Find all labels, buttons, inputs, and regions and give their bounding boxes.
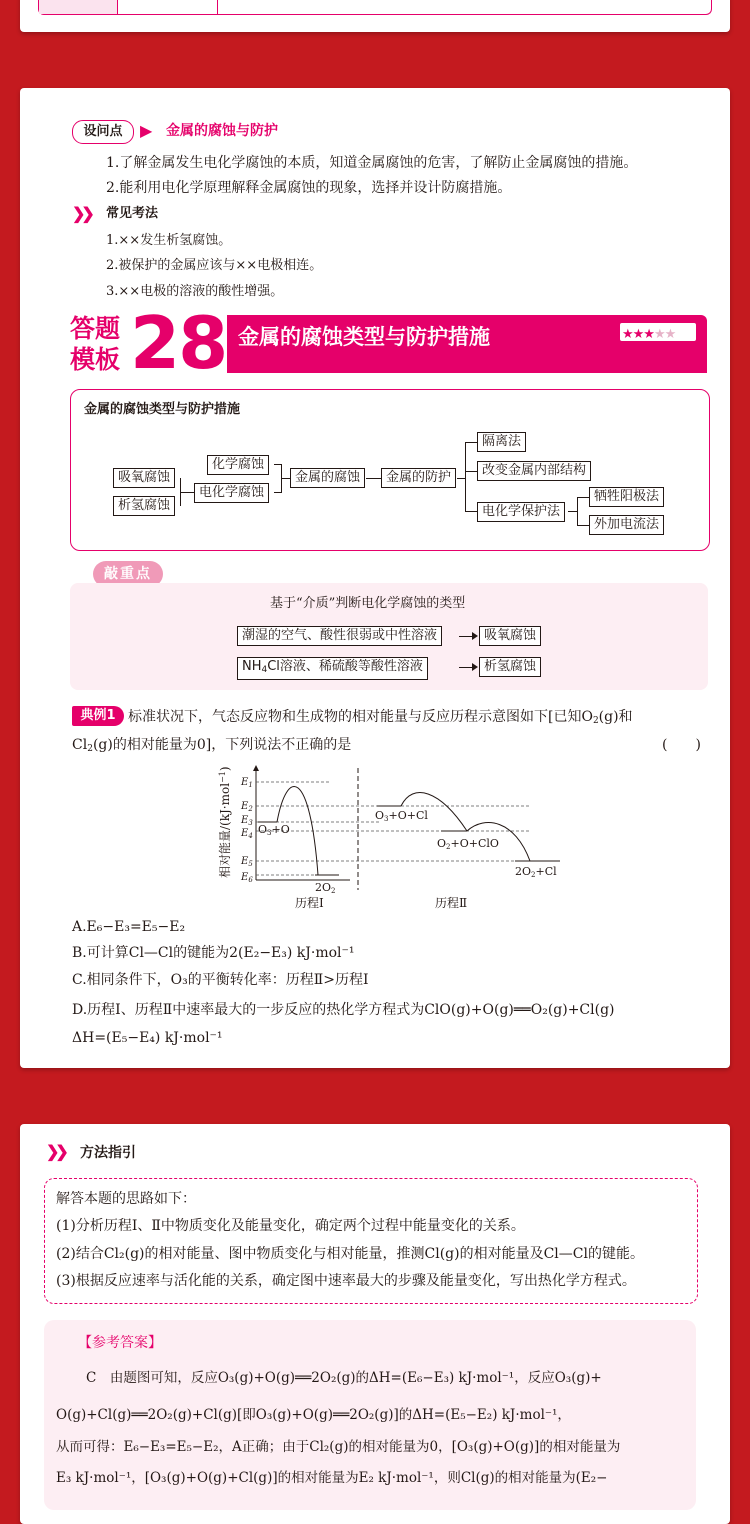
answer-title: 【参考答案】 <box>78 1335 162 1351</box>
common-tests-title: 常见考法 <box>106 206 159 221</box>
node-structure: 改变金属内部结构 <box>477 461 591 481</box>
mindmap-heading: 金属的腐蚀类型与防护措施 <box>84 402 241 417</box>
option-d-line2: ΔH=(E₅−E₄) kJ·mol⁻¹ <box>72 1030 223 1046</box>
svg-text:E1: $E_1$ <box>241 777 253 789</box>
process-2-label: 历程Ⅱ <box>435 896 468 910</box>
key-point-badge: 敲重点 <box>93 561 163 587</box>
method-line-1: (1)分析历程Ⅰ、Ⅱ中物质变化及能量变化，确定两个过程中能量变化的关系。 <box>56 1218 525 1234</box>
svg-text:O3+O+Cl: O3+O+Cl <box>375 809 428 823</box>
process-1-label: 历程Ⅰ <box>295 896 324 910</box>
method-line-3: (3)根据反应速率与活化能的关系，确定图中速率最大的步骤及能量变化，写出热化学方程式。 <box>56 1273 636 1289</box>
node-echem-protect: 电化学保护法 <box>477 502 565 522</box>
node-protection: 金属的防护 <box>381 468 456 488</box>
type-row-1: 吸氧腐蚀 <box>479 626 541 646</box>
svg-text:2O2+Cl: 2O2+Cl <box>515 865 557 879</box>
top-card <box>20 0 730 32</box>
method-line-0: 解答本题的思路如下： <box>56 1191 196 1207</box>
option-a: A.E₆−E₃=E₅−E₂ <box>72 919 186 935</box>
node-corrosion: 金属的腐蚀 <box>290 468 365 488</box>
point-title: 金属的腐蚀与防护 <box>166 123 278 139</box>
common-test-1: 1.××发生析氢腐蚀。 <box>106 233 232 248</box>
template-label-2: 模板 <box>70 345 121 374</box>
medium-row-1: 潮湿的空气、酸性很弱或中性溶液 <box>237 626 442 646</box>
question-point-badge: 设问点 <box>72 120 134 144</box>
template-label-1: 答题 <box>70 314 121 343</box>
key-point-title: 基于“介质”判断电化学腐蚀的类型 <box>270 596 466 611</box>
example-stem-2: $Cl_2(g)$的相对能量为0]，下列说法不正确的是 <box>72 737 352 754</box>
node-current: 外加电流法 <box>589 515 664 535</box>
y-axis-label: 相对能量/(kJ·mol$^{-1}$) <box>218 766 232 878</box>
svg-text:E4: $E_4$ <box>241 828 253 840</box>
svg-text:2O2: 2O2 <box>315 881 336 895</box>
option-d-line1: D.历程Ⅰ、历程Ⅱ中速率最大的一步反应的热化学方程式为ClO(g)+O(g)══O₂(g)+Cl(g) <box>72 1002 615 1018</box>
svg-text:E3: $E_3$ <box>241 815 253 827</box>
star-rating-icon: ★★★★★ <box>622 327 676 342</box>
svg-text:E2: $E_2$ <box>241 801 253 813</box>
node-oxygen: 吸氧腐蚀 <box>113 468 175 488</box>
example-badge: 典例1 <box>72 706 124 726</box>
energy-diagram <box>215 760 575 915</box>
type-row-2: 析氢腐蚀 <box>479 657 541 677</box>
top-card-table <box>38 0 712 15</box>
answer-line-0: C 由题图可知，反应O₃(g)+O(g)══2O₂(g)的ΔH=(E₆−E₃) kJ·mol⁻¹，反应O₃(g)+ <box>86 1370 602 1386</box>
method-line-2: (2)结合Cl₂(g)的相对能量、图中物质变化与相对能量，推测Cl(g)的相对能量及Cl—Cl的键能。 <box>56 1246 644 1262</box>
option-c: C.相同条件下，O₃的平衡转化率：历程Ⅱ>历程Ⅰ <box>72 972 369 988</box>
double-chevron-icon: ❯❯ <box>72 204 91 223</box>
arrow-right-icon: ▶ <box>140 121 153 140</box>
node-electrochemical: 电化学腐蚀 <box>194 483 269 503</box>
template-title: 金属的腐蚀类型与防护措施 <box>238 325 490 349</box>
svg-text:E6: $E_6$ <box>241 872 253 884</box>
svg-text:O3+O: O3+O <box>258 823 290 837</box>
answer-bracket: ( ) <box>662 737 701 753</box>
node-hydrogen: 析氢腐蚀 <box>113 496 175 516</box>
medium-row-2: $NH_4Cl$溶液、稀硫酸等酸性溶液 <box>237 657 428 680</box>
svg-text:E5: $E_5$ <box>241 856 253 868</box>
common-test-2: 2.被保护的金属应该与××电极相连。 <box>106 258 323 273</box>
answer-line-1: O(g)+Cl(g)══2O₂(g)+Cl(g)[即O₃(g)+O(g)══2O₂(g)]的ΔH=(E₅−E₂) kJ·mol⁻¹， <box>56 1407 571 1423</box>
node-isolation: 隔离法 <box>477 432 526 452</box>
example-stem-1: 标准状况下，气态反应物和生成物的相对能量与反应历程示意图如下[已知$O_2(g)$和 <box>128 709 633 726</box>
template-number: 28 <box>130 301 227 385</box>
node-anode: 牺牲阳极法 <box>589 487 664 507</box>
point-item-1: 1.了解金属发生电化学腐蚀的本质，知道金属腐蚀的危害，了解防止金属腐蚀的措施。 <box>106 155 638 171</box>
answer-line-2: 从而可得：E₆−E₃=E₅−E₂，A正确；由于Cl₂(g)的相对能量为0，[O₃(g)+O(g)]的相对能量为 <box>56 1439 621 1455</box>
point-item-2: 2.能利用电化学原理解释金属腐蚀的现象，选择并设计防腐措施。 <box>106 180 512 196</box>
option-b: B.可计算Cl—Cl的键能为2(E₂−E₃) kJ·mol⁻¹ <box>72 945 355 961</box>
svg-text:O2+O+ClO: O2+O+ClO <box>437 837 499 851</box>
method-title: 方法指引 <box>80 1145 136 1161</box>
difficulty-stars-box <box>620 323 696 341</box>
node-chemical: 化学腐蚀 <box>207 455 269 475</box>
double-chevron-icon: ❯❯ <box>46 1142 65 1161</box>
answer-line-3: E₃ kJ·mol⁻¹，[O₃(g)+O(g)+Cl(g)]的相对能量为E₂ kJ·mol⁻¹，则Cl(g)的相对能量为(E₂− <box>56 1470 608 1486</box>
common-test-3: 3.××电极的溶液的酸性增强。 <box>106 284 284 299</box>
